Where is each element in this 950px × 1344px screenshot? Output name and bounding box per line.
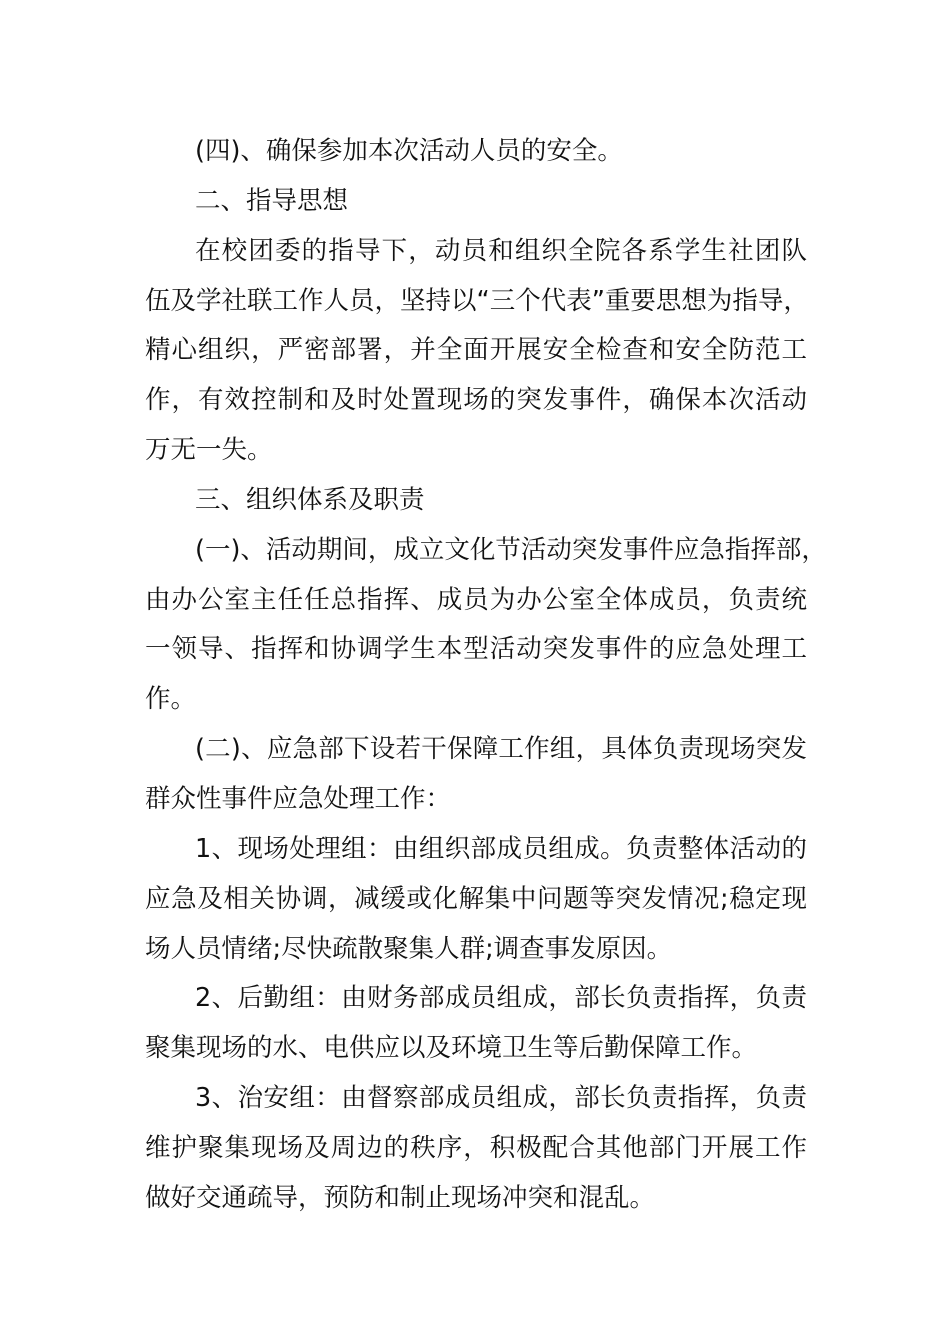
paragraph-line: 做好交通疏导，预防和制止现场冲突和混乱。 [145,1182,656,1213]
paragraph-line: 3、治安组：由督察部成员组成，部长负责指挥，负责 [195,1083,807,1114]
paragraph-line: 精心组织，严密部署，并全面开展安全检查和安全防范工 [145,335,807,366]
paragraph-line: 1、现场处理组：由组织部成员组成。负责整体活动的 [195,833,807,864]
section-heading: 二、指导思想 [195,185,349,216]
paragraph-line: 作，有效控制和及时处置现场的突发事件，确保本次活动 [145,385,807,416]
paragraph-line: 场人员情绪;尽快疏散聚集人群;调查事发原因。 [145,933,673,964]
paragraph-line: 万无一失。 [145,435,273,466]
paragraph-line: 维护聚集现场及周边的秩序，积极配合其他部门开展工作 [145,1132,807,1163]
paragraph-line: 聚集现场的水、电供应以及环境卫生等后勤保障工作。 [145,1033,758,1064]
paragraph-line: 一领导、指挥和协调学生本型活动突发事件的应急处理工 [145,634,807,665]
paragraph-line: 2、后勤组：由财务部成员组成，部长负责指挥，负责 [195,983,807,1014]
section-heading: 三、组织体系及职责 [195,484,425,515]
paragraph-line: 群众性事件应急处理工作： [145,783,452,814]
paragraph-line: 作。 [145,684,197,715]
paragraph-line: 伍及学社联工作人员，坚持以“三个代表”重要思想为指导， [145,285,809,316]
paragraph-line: (四)、确保参加本次活动人员的安全。 [195,136,623,166]
document-body [145,127,827,1224]
paragraph-line: 在校团委的指导下，动员和组织全院各系学生社团队 [195,235,807,266]
paragraph-line: 由办公室主任任总指挥、成员为办公室全体成员，负责统 [145,584,807,615]
paragraph-line: (二)、应急部下设若干保障工作组，具体负责现场突发 [195,734,807,765]
paragraph-line: 应急及相关协调，减缓或化解集中问题等突发情况;稳定现 [145,883,807,914]
paragraph-line: (一)、活动期间，成立文化节活动突发事件应急指挥部， [195,534,827,565]
